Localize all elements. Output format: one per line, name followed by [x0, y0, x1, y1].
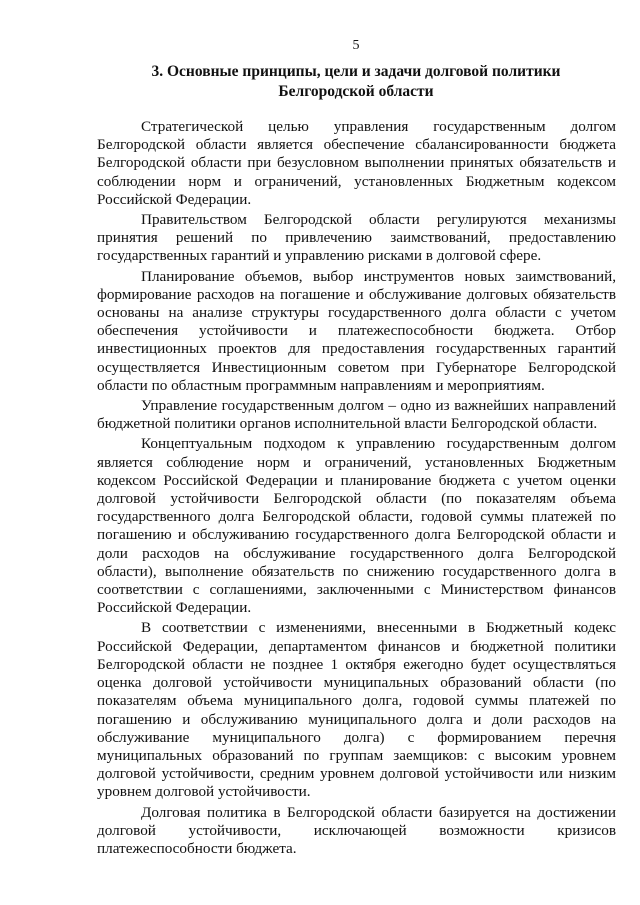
body-text [97, 118, 616, 860]
paragraph-5: Концептуальным подходом к управлению государственным долгом является соблюдение норм и ограничений, установленных Бюджетным кодексом Российской Федерации и планирование бюджета с учетом оценки долговой устойчивости Белгородской области (по показателям объема государственного долга Белгородской области, годовой суммы платежей по погашению и обслуживанию государственного долга Белгородской области и доли расходов на обслуживание государственного долга Белгородской области), выполнение обязательств по снижению государственного долга в соответствии с соглашениями, заключенными с Министерством финансов Российской Федерации. [97, 435, 616, 617]
paragraph-4: Управление государственным долгом – одно из важнейших направлений бюджетной политики органов исполнительной власти Белгородской области. [97, 397, 616, 433]
paragraph-3: Планирование объемов, выбор инструментов новых заимствований, формирование расходов на погашение и обслуживание долговых обязательств основаны на анализе структуры государственного долга области с учетом обеспечения устойчивости и платежеспособности бюджета. Отбор инвестиционных проектов для предоставления государственных гарантий осуществляется Инвестиционным советом при Губернаторе Белгородской области по областным программным направлениям и мероприятиям. [97, 267, 616, 394]
page-number: 5 [352, 38, 360, 53]
section-heading-line-1: 3. Основные принципы, цели и задачи долговой политики [151, 63, 561, 80]
paragraph-2: Правительством Белгородской области регулируются механизмы принятия решений по привлечению заимствований, предоставлению государственных гарантий и управлению рисками в долговой сфере. [97, 211, 616, 265]
paragraph-1: Стратегической целью управления государственным долгом Белгородской области является обеспечение сбалансированности бюджета Белгородской области при безусловном выполнении принятых обязательств и соблюдении норм и ограничений, установленных Бюджетным кодексом Российской Федерации. [97, 118, 616, 208]
section-heading [96, 62, 616, 102]
paragraph-7: Долговая политика в Белгородской области базируется на достижении долговой устойчивости, исключающей возможности кризисов платежеспособности бюджета. [97, 803, 616, 857]
section-heading-line-2: Белгородской области [278, 83, 434, 100]
paragraph-6: В соответствии с изменениями, внесенными в Бюджетный кодекс Российской Федерации, департаментом финансов и бюджетной политики Белгородской области не позднее 1 октября ежегодно будет осуществляться оценка долговой устойчивости муниципальных образований области (по показателям объема муниципального долга, годовой суммы платежей по погашению и обслуживанию муниципального долга и доли расходов на обслуживание муниципального долга) с формированием перечня муниципальных образований по группам заемщиков: с высоким уровнем долговой устойчивости, средним уровнем долговой устойчивости или низким уровнем долговой устойчивости. [97, 619, 616, 801]
